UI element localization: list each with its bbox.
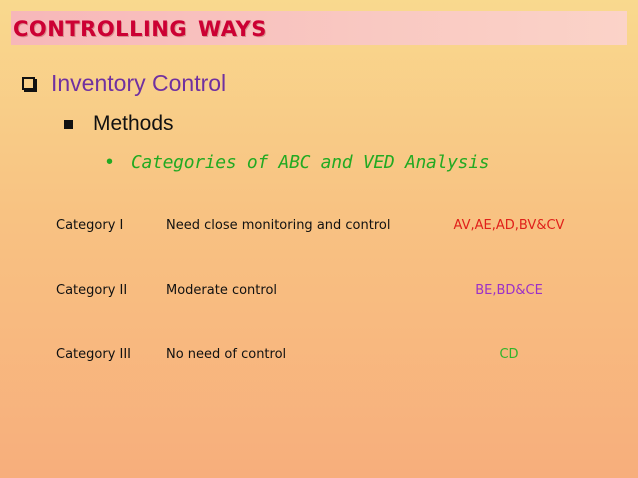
row2-codes: BE,BD&CE: [475, 283, 543, 298]
row3-codes: CD: [499, 347, 519, 362]
bullet-level3: [106, 149, 489, 175]
title-banner: [11, 11, 627, 45]
slide-title: controlling ways: [13, 9, 267, 44]
row1-description: Need close monitoring and control: [166, 218, 391, 233]
bullet-level2-text: Methods: [93, 112, 174, 135]
row2-description: Moderate control: [166, 283, 278, 298]
row3-description: No need of control: [166, 347, 287, 362]
bullet-level1-text: Inventory Control: [51, 69, 227, 96]
bullet-dot-icon: •: [106, 150, 114, 173]
bullet-level3-text: Categories of ABC and VED Analysis: [131, 151, 490, 173]
bullet-level2: [64, 111, 174, 137]
row1-category: Category I: [56, 218, 124, 233]
bullet-level1: [22, 70, 226, 96]
row3-category: Category III: [56, 347, 132, 362]
row2-category: Category II: [56, 283, 128, 298]
filled-square-icon: [64, 120, 73, 129]
row1-codes: AV,AE,AD,BV&CV: [453, 218, 565, 233]
checkbox-square-icon: [22, 77, 35, 90]
